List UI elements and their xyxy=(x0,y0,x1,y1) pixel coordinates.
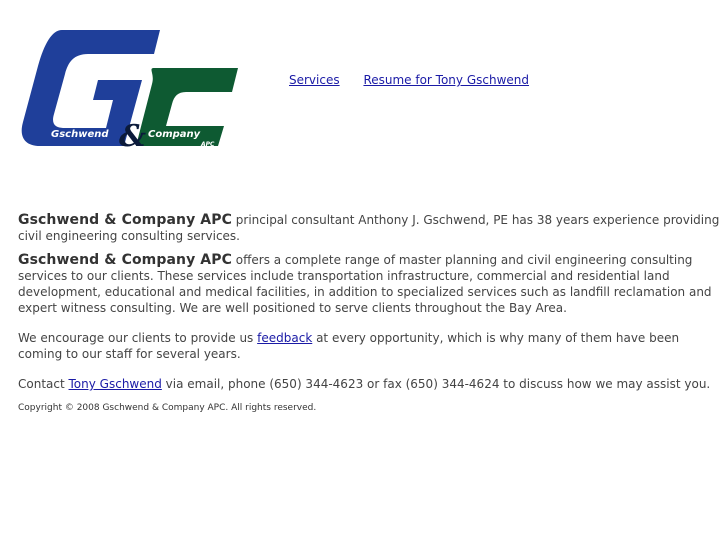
services-text: offers a complete range of master planning and civil engineering consulting services to our clients. These services include transportation infrastructure, commercial and residential land development, educational and medical facilities, in addition to specialized services such as landfill reclamation and expert witness consulting. We are well positioned to serve clients throughout the Bay Area. xyxy=(18,253,712,315)
contact-text-after: via email, phone (650) 344-4623 or fax (650) 344-4624 to discuss how we may assist you. xyxy=(161,377,711,391)
feedback-text-after: at every opportunity, which is why many of them have been coming to our staff for several years. xyxy=(18,331,680,361)
logo-wordmark-right: Company xyxy=(148,129,201,140)
logo-wordmark-apc: APC xyxy=(201,141,215,148)
nav-link-resume[interactable]: Resume for Tony Gschwend xyxy=(363,73,530,87)
intro-text: principal consultant Anthony J. Gschwend, PE has 38 years experience providing civil engineering consulting services. xyxy=(18,213,720,243)
contact-link-tony[interactable]: Tony Gschwend xyxy=(68,377,162,391)
contact-text-before: Contact xyxy=(18,377,69,391)
company-name: Gschwend & Company APC xyxy=(18,252,232,268)
nav-link-services[interactable]: Services xyxy=(289,73,340,87)
logo-wordmark-left: Gschwend xyxy=(51,129,109,140)
services-paragraph xyxy=(18,252,727,316)
feedback-paragraph xyxy=(18,330,727,362)
contact-paragraph xyxy=(18,376,727,392)
top-nav xyxy=(289,73,549,87)
company-name: Gschwend & Company APC xyxy=(18,212,232,228)
main-content xyxy=(18,212,727,414)
feedback-link[interactable]: feedback xyxy=(257,331,313,345)
copyright-notice: Copyright © 2008 Gschwend & Company APC. All rights reserved. xyxy=(18,403,317,413)
intro-paragraph xyxy=(18,212,727,244)
feedback-text-before: We encourage our clients to provide us xyxy=(18,331,258,345)
company-logo xyxy=(18,28,242,150)
logo-ampersand: & xyxy=(119,119,147,150)
